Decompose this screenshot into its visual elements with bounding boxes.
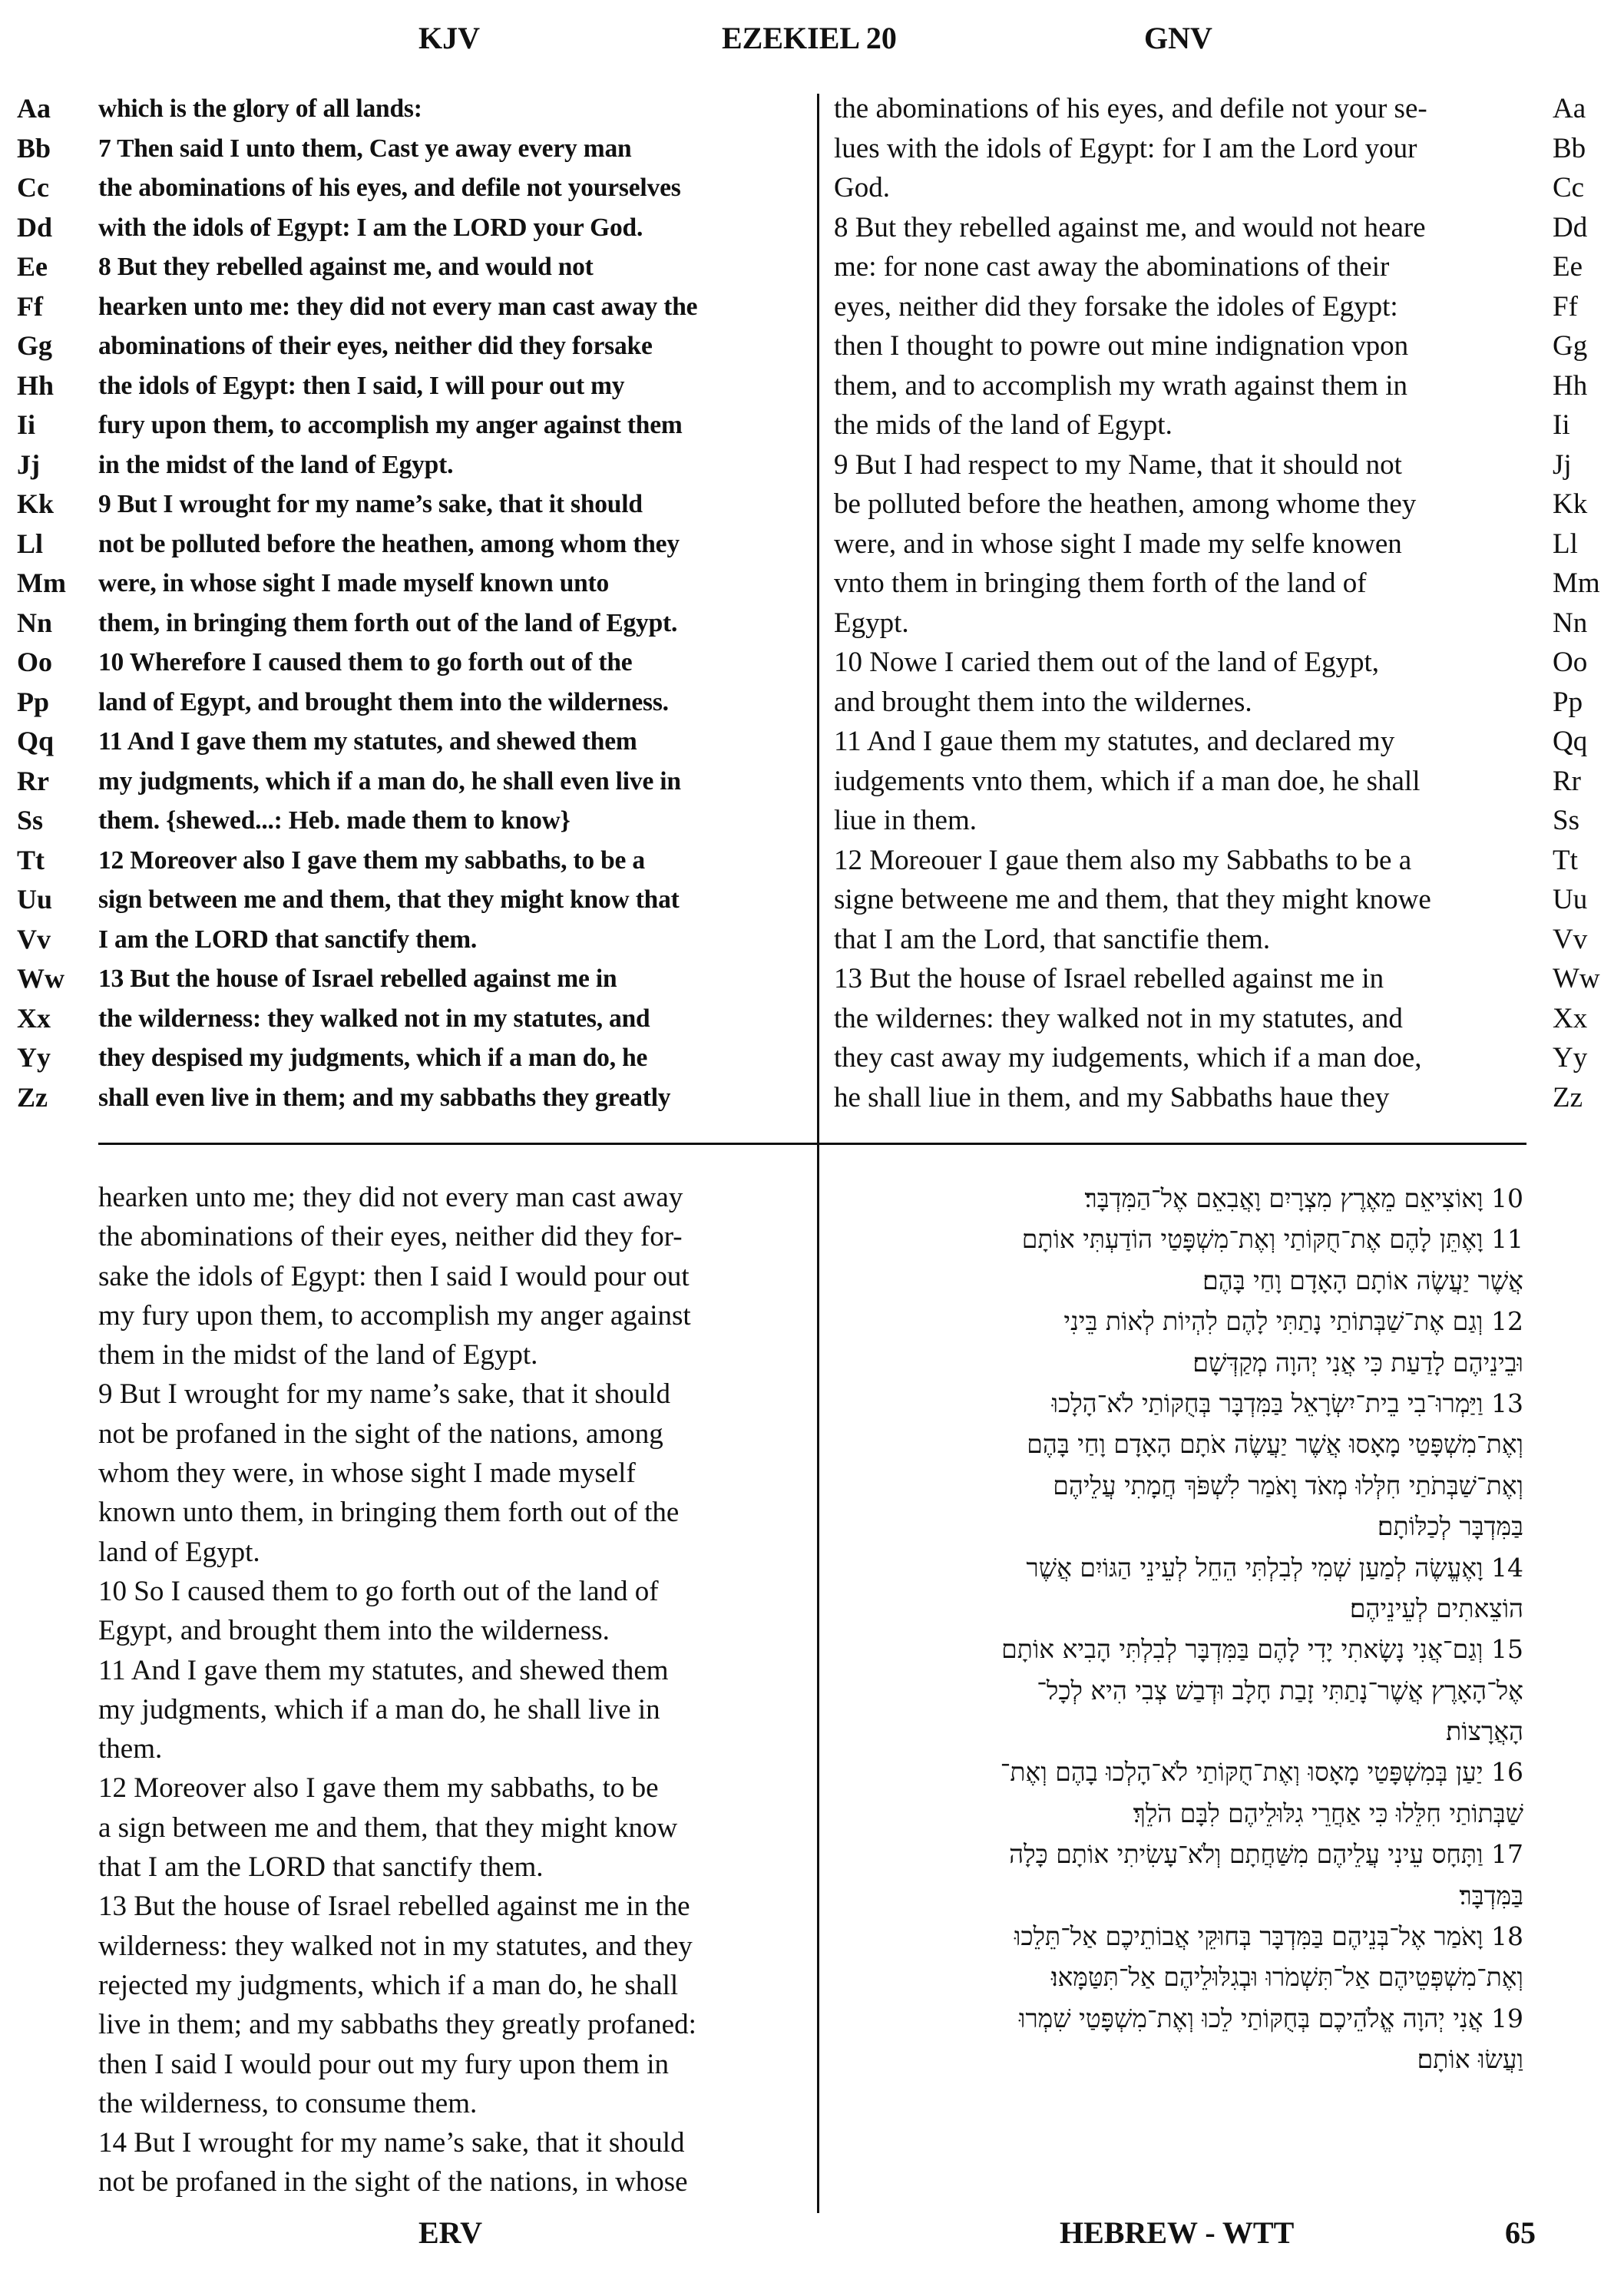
- gnv-line: iudgements vnto them, which if a man doe, he shall: [834, 765, 1421, 797]
- line-letter-left: Mm: [17, 567, 66, 598]
- line-letter-right: Vv: [1553, 923, 1588, 955]
- erv-line: sake the idols of Egypt: then I said I would pour out: [98, 1260, 690, 1292]
- left-line-letters: [17, 89, 66, 1117]
- erv-line: them.: [98, 1733, 163, 1765]
- right-line-letters: [1553, 89, 1600, 1117]
- line-letter-left: Gg: [17, 330, 53, 361]
- hebrew-line: 10 וָאוֹצִיאֵם מֵאֶרֶץ מִצְרָיִם וָאֲבִאֵם אֶל־הַמִּדְבָּר׃: [1084, 1183, 1523, 1213]
- line-letter-left: Pp: [17, 686, 50, 717]
- line-letter-right: Gg: [1553, 330, 1588, 362]
- line-letter-right: Bb: [1553, 132, 1586, 164]
- line-letter-right: Hh: [1553, 369, 1588, 402]
- gnv-line: me: for none cast away the abominations of their: [834, 251, 1390, 283]
- kjv-line: 12 Moreover also I gave them my sabbaths, to be a: [98, 845, 645, 875]
- kjv-line: 13 But the house of Israel rebelled against me in: [98, 964, 617, 993]
- hebrew-line: 12 וְגַם אֶת־שַׁבְּתוֹתַי נָתַתִּי לָהֶם לִהְיוֹת לְאוֹת בֵּינִי: [1063, 1306, 1523, 1337]
- kjv-line: them. {shewed...: Heb. made them to know}: [98, 806, 571, 835]
- gnv-line: God.: [834, 172, 890, 203]
- erv-column: [98, 1178, 797, 2202]
- gnv-line: 13 But the house of Israel rebelled against me in: [834, 963, 1384, 994]
- kjv-line: land of Egypt, and brought them into the wilderness.: [98, 687, 669, 716]
- gnv-line: that I am the Lord, that sanctifie them.: [834, 923, 1271, 955]
- header-center-book-chapter: EZEKIEL 20: [722, 21, 897, 55]
- kjv-line: in the midst of the land of Egypt.: [98, 450, 454, 479]
- erv-line: 12 Moreover also I gave them my sabbaths, to be: [98, 1772, 659, 1805]
- erv-line: land of Egypt.: [98, 1536, 260, 1568]
- line-letter-right: Mm: [1553, 567, 1600, 599]
- gnv-line: signe betweene me and them, that they might knowe: [834, 884, 1431, 915]
- gnv-line: lues with the idols of Egypt: for I am the Lord your: [834, 132, 1417, 164]
- gnv-line: 9 But I had respect to my Name, that it should not: [834, 448, 1402, 481]
- erv-line: Egypt, and brought them into the wilderness.: [98, 1615, 610, 1647]
- erv-line: then I said I would pour out my fury upon them in: [98, 2048, 669, 2080]
- kjv-line: with the idols of Egypt: I am the LORD your God.: [98, 213, 643, 242]
- footer-left-erv: ERV: [418, 2215, 483, 2250]
- line-letter-left: Yy: [17, 1042, 51, 1073]
- gnv-line: Egypt.: [834, 607, 909, 639]
- line-letter-left: Qq: [17, 726, 55, 756]
- line-letter-right: Ss: [1553, 805, 1579, 836]
- hebrew-line: אֶל־הָאָרֶץ אֲשֶׁר־נָתַתִּי זָבַת חָלָב וּדְבַשׁ צְבִי הִיא לְכָל־: [1037, 1675, 1523, 1705]
- erv-line: the abominations of their eyes, neither did they for-: [98, 1221, 683, 1253]
- gnv-line: he shall liue in them, and my Sabbaths haue they: [834, 1081, 1390, 1113]
- line-letter-right: Tt: [1553, 844, 1578, 876]
- hebrew-line: 17 וַתָּחָס עֵינִי עֲלֵיהֶם מִשַּׁחֲתָם וְלֹא־עָשִׂיתִי אוֹתָם כָּלָה: [1009, 1839, 1523, 1870]
- gnv-line: be polluted before the heathen, among whome they: [834, 488, 1417, 520]
- erv-line: 11 And I gave them my statutes, and shewed them: [98, 1654, 669, 1686]
- hebrew-line: בַּמִּדְבָּר לְכַלּוֹתָם׃: [1377, 1511, 1523, 1542]
- erv-line: my fury upon them, to accomplish my anger against: [98, 1299, 691, 1332]
- line-letter-right: Ff: [1553, 290, 1578, 323]
- line-letter-right: Nn: [1553, 607, 1588, 639]
- erv-line: the wilderness, to consume them.: [98, 2087, 478, 2119]
- erv-line: whom they were, in whose sight I made myself: [98, 1457, 636, 1490]
- hebrew-line: 19 אֲנִי יְהוָה אֱלֹהֵיכֶם בְּחֻקּוֹתַי לֵכוּ וְאֶת־מִשְׁפָּטַי שִׁמְרוּ: [1019, 2003, 1523, 2033]
- kjv-line: 7 Then said I unto them, Cast ye away every man: [98, 134, 632, 163]
- gnv-line: the wildernes: they walked not in my statutes, and: [834, 1002, 1403, 1034]
- page-number: 65: [1505, 2215, 1536, 2250]
- gnv-line: liue in them.: [834, 805, 977, 836]
- line-letter-right: Cc: [1553, 172, 1585, 203]
- kjv-line: 8 But they rebelled against me, and would not: [98, 253, 594, 281]
- line-letter-left: Oo: [17, 647, 53, 677]
- line-letter-left: Ll: [17, 528, 44, 559]
- kjv-line: 11 And I gave them my statutes, and shewed them: [98, 727, 637, 756]
- erv-line: hearken unto me; they did not every man cast away: [98, 1182, 683, 1213]
- kjv-line: them, in bringing them forth out of the land of Egypt.: [98, 608, 678, 637]
- kjv-line: which is the glory of all lands:: [98, 94, 422, 123]
- line-letter-left: Uu: [17, 884, 53, 915]
- hebrew-line: וְאֶת־מִשְׁפָּטַי מָאָסוּ אֲשֶׁר יַעֲשֶׂה אֹתָם הָאָדָם וָחַי בָּהֶם: [1027, 1429, 1523, 1460]
- horizontal-divider: [98, 1143, 1526, 1145]
- header-right-gnv: GNV: [1144, 21, 1212, 55]
- line-letter-left: Jj: [17, 448, 40, 480]
- hebrew-line: הוֹצֵאתִים לְעֵינֵיהֶם׃: [1349, 1593, 1523, 1623]
- erv-line: 10 So I caused them to go forth out of the land of: [98, 1575, 659, 1607]
- erv-line: a sign between me and them, that they might know: [98, 1811, 678, 1844]
- line-letter-right: Kk: [1553, 488, 1588, 520]
- hebrew-line: וְאֶת־שַׁבְּתֹתַי חִלְּלוּ מְאֹד וָאֹמַר לִשְׁפֹּךְ חֲמָתִי עֲלֵיהֶם: [1053, 1470, 1523, 1500]
- erv-line: that I am the LORD that sanctify them.: [98, 1851, 544, 1884]
- kjv-column: [98, 89, 803, 1117]
- erv-line: rejected my judgments, which if a man do, he shall: [98, 1969, 679, 2001]
- hebrew-line: הָאֲרָצוֹת׃: [1446, 1716, 1523, 1747]
- line-letter-left: Ii: [17, 409, 36, 440]
- kjv-line: I am the LORD that sanctify them.: [98, 925, 478, 954]
- gnv-column: [834, 89, 1525, 1117]
- kjv-line: fury upon them, to accomplish my anger against them: [98, 411, 683, 439]
- erv-line: 13 But the house of Israel rebelled against me in the: [98, 1891, 690, 1923]
- hebrew-line: וּבֵינֵיהֶם לָדַעַת כִּי אֲנִי יְהוָה מְקַדְּשָׁם׃: [1192, 1347, 1523, 1378]
- line-letter-right: Ii: [1553, 409, 1570, 441]
- line-letter-right: Dd: [1553, 211, 1588, 243]
- hebrew-line: שַׁבְּתוֹתַי חִלֵּלוּ כִּי אַחֲרֵי גִלּוּלֵיהֶם לִבָּם הֹלֵךְ׃: [1133, 1798, 1523, 1828]
- hebrew-line: 16 יַעַן בְּמִשְׁפָּטַי מָאָסוּ וְאֶת־חֻקּוֹתַי לֹא־הָלְכוּ בָהֶם וְאֶת־: [1000, 1757, 1523, 1788]
- gnv-line: 11 And I gaue them my statutes, and declared my: [834, 726, 1395, 757]
- kjv-line: abominations of their eyes, neither did they forsake: [98, 332, 653, 360]
- line-letter-left: Bb: [17, 132, 51, 164]
- line-letter-left: Hh: [17, 369, 55, 401]
- gnv-line: them, and to accomplish my wrath against them in: [834, 369, 1408, 402]
- hebrew-line: וַעֲשׂוּ אוֹתָם׃: [1417, 2044, 1523, 2075]
- line-letter-left: Ff: [17, 290, 43, 322]
- gnv-line: were, and in whose sight I made my selfe knowen: [834, 528, 1402, 560]
- vertical-divider-bottom: [817, 1144, 819, 2213]
- erv-line: not be profaned in the sight of the nations, in whose: [98, 2166, 688, 2198]
- line-letter-left: Ee: [17, 251, 48, 282]
- footer-center-hebrew: HEBREW - WTT: [1060, 2215, 1295, 2250]
- line-letter-left: Tt: [17, 844, 45, 875]
- line-letter-right: Aa: [1553, 93, 1586, 124]
- hebrew-column: [834, 1178, 1523, 2080]
- line-letter-left: Xx: [17, 1002, 51, 1034]
- line-letter-right: Jj: [1553, 448, 1572, 481]
- line-letter-left: Dd: [17, 211, 53, 243]
- kjv-line: hearken unto me: they did not every man cast away the: [98, 292, 698, 321]
- erv-line: not be profaned in the sight of the nations, among: [98, 1418, 663, 1450]
- line-letter-left: Nn: [17, 607, 53, 638]
- line-letter-right: Xx: [1553, 1002, 1588, 1034]
- gnv-line: 12 Moreouer I gaue them also my Sabbaths to be a: [834, 844, 1412, 876]
- line-letter-left: Kk: [17, 488, 55, 519]
- kjv-line: were, in whose sight I made myself known unto: [98, 569, 610, 597]
- line-letter-left: Aa: [17, 93, 51, 124]
- erv-line: them in the midst of the land of Egypt.: [98, 1339, 538, 1371]
- hebrew-line: 18 וָאֹמַר אֶל־בְּנֵיהֶם בַּמִּדְבָּר בְּחוּקֵּי אֲבוֹתֵיכֶם אַל־תֵּלֵכוּ: [1014, 1921, 1523, 1952]
- line-letter-left: Ww: [17, 963, 64, 994]
- hebrew-line: וְאֶת־מִשְׁפְּטֵיהֶם אַל־תִּשְׁמֹרוּ וּבְגִלּוּלֵיהֶם אַל־תִּטַּמָּאוּ׃: [1051, 1962, 1523, 1993]
- gnv-line: 8 But they rebelled against me, and would not heare: [834, 211, 1426, 243]
- erv-line: 9 But I wrought for my name’s sake, that it should: [98, 1378, 671, 1411]
- gnv-line: eyes, neither did they forsake the idoles of Egypt:: [834, 290, 1398, 323]
- gnv-line: the abominations of his eyes, and defile not your se-: [834, 93, 1427, 124]
- kjv-line: they despised my judgments, which if a man do, he: [98, 1044, 648, 1072]
- kjv-line: 9 But I wrought for my name’s sake, that it should: [98, 490, 643, 518]
- gnv-line: vnto them in bringing them forth of the land of: [834, 567, 1367, 599]
- line-letter-left: Rr: [17, 765, 49, 796]
- header-left-kjv: KJV: [418, 21, 480, 55]
- vertical-divider-top: [817, 94, 819, 1146]
- line-letter-right: Rr: [1553, 765, 1581, 797]
- line-letter-right: Ee: [1553, 251, 1583, 283]
- erv-line: live in them; and my sabbaths they greatly profaned:: [98, 2009, 696, 2041]
- line-letter-left: Zz: [17, 1081, 48, 1113]
- kjv-line: the abominations of his eyes, and defile not yourselves: [98, 174, 681, 202]
- hebrew-line: 15 וְגַם־אֲנִי נָשָׂאתִי יָדִי לָהֶם בַּמִּדְבָּר לְבִלְתִּי הָבִיא אוֹתָם: [1001, 1634, 1523, 1665]
- hebrew-line: 14 וָאֶעֱשֶׂה לְמַעַן שְׁמִי לְבִלְתִּי הֵחֵל לְעֵינֵי הַגּוֹיִם אֲשֶׁר: [1026, 1552, 1523, 1583]
- line-letter-right: Yy: [1553, 1042, 1588, 1074]
- line-letter-right: Zz: [1553, 1081, 1583, 1113]
- line-letter-right: Oo: [1553, 647, 1588, 678]
- line-letter-left: Ss: [17, 805, 44, 835]
- gnv-line: and brought them into the wildernes.: [834, 686, 1252, 718]
- hebrew-line: בַּמִּדְבָּר׃: [1459, 1880, 1523, 1911]
- kjv-line: sign between me and them, that they might know that: [98, 885, 680, 914]
- kjv-line: shall even live in them; and my sabbaths they greatly: [98, 1083, 671, 1112]
- gnv-line: they cast away my iudgements, which if a man doe,: [834, 1042, 1422, 1074]
- line-letter-right: Qq: [1553, 726, 1588, 757]
- line-letter-left: Vv: [17, 923, 51, 954]
- kjv-line: my judgments, which if a man do, he shall even live in: [98, 766, 681, 796]
- kjv-line: the idols of Egypt: then I said, I will pour out my: [98, 371, 625, 400]
- erv-line: wilderness: they walked not in my statutes, and they: [98, 1930, 693, 1962]
- kjv-line: the wilderness: they walked not in my statutes, and: [98, 1004, 650, 1033]
- hebrew-line: אֲשֶׁר יַעֲשֶׂה אוֹתָם הָאָדָם וָחַי בָּהֶם׃: [1202, 1265, 1523, 1295]
- line-letter-right: Ll: [1553, 528, 1578, 560]
- kjv-line: 10 Wherefore I caused them to go forth out of the: [98, 648, 633, 677]
- erv-line: my judgments, which if a man do, he shall live in: [98, 1693, 660, 1725]
- line-letter-right: Pp: [1553, 686, 1583, 718]
- line-letter-left: Cc: [17, 172, 49, 203]
- gnv-line: 10 Nowe I caried them out of the land of Egypt,: [834, 647, 1379, 678]
- gnv-line: then I thought to powre out mine indignation vpon: [834, 330, 1409, 362]
- hebrew-line: 13 וַיַּמְרוּ־בִי בֵית־יִשְׂרָאֵל בַּמִּדְבָּר בְּחֻקּוֹתַי לֹא־הָלָכוּ: [1051, 1388, 1523, 1418]
- erv-line: 14 But I wrought for my name’s sake, that it should: [98, 2127, 685, 2159]
- line-letter-right: Uu: [1553, 884, 1588, 915]
- line-letter-right: Ww: [1553, 963, 1600, 994]
- hebrew-line: 11 וָאֶתֵּן לָהֶם אֶת־חֻקּוֹתַי וְאֶת־מִשְׁפָּטַי הוֹדַעְתִּי אוֹתָם: [1021, 1224, 1523, 1255]
- erv-line: known unto them, in bringing them forth out of the: [98, 1497, 680, 1529]
- kjv-line: not be polluted before the heathen, among whom they: [98, 529, 680, 558]
- gnv-line: the mids of the land of Egypt.: [834, 409, 1173, 441]
